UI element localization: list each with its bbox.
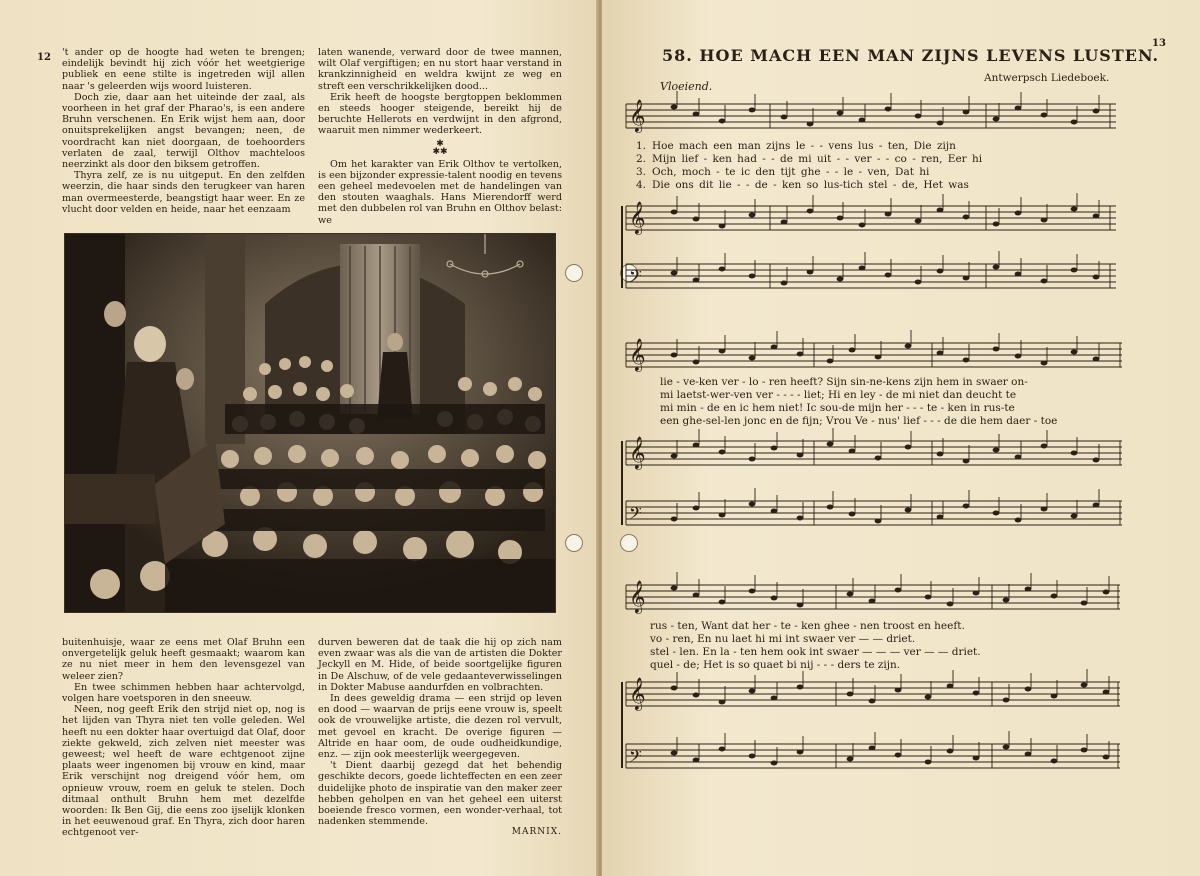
note-head bbox=[1071, 120, 1078, 125]
note-head bbox=[693, 593, 700, 598]
note-head bbox=[1003, 698, 1010, 703]
note-head bbox=[1015, 106, 1022, 111]
note-head bbox=[1071, 350, 1078, 355]
note-head bbox=[925, 760, 932, 765]
treble-clef-icon: 𝄞 bbox=[629, 677, 646, 710]
note-head bbox=[1015, 211, 1022, 216]
note-head bbox=[749, 754, 756, 759]
note-head bbox=[1015, 518, 1022, 523]
lyric-verse-2 bbox=[624, 153, 982, 166]
paragraph: Neen, nog geeft Erik den strijd niet op, nog is het lijden van Thyra niet ten volle geleden. Wel heeft nu een dokter haar overtuigd dat Olaf, door ziekte gekweld, zich zelven niet meester was geweest; wel heeft de ware echtgenoot zijne plaats weer ingenomen bij vrouw en kind, maar Erik verschijnt nog dreigend vóór hem, om opnieuw vrouw, roem en geluk te stelen. Doch ditmaal onthult Bruhn hem met dezelfde woorden: Ik Ben Gij, die eens zoo ijselijk klonken in het eeuwenoud graf. En Thyra, zich door haren echtgenoot ver- bbox=[62, 704, 305, 839]
note-head bbox=[963, 504, 970, 509]
note-head bbox=[719, 747, 726, 752]
note-head bbox=[895, 753, 902, 758]
note-head bbox=[1093, 109, 1100, 114]
note-head bbox=[885, 107, 892, 112]
article-column-1-top bbox=[62, 47, 305, 215]
section-divider-stars: ✱ ✱✱ bbox=[432, 138, 448, 157]
note-head bbox=[993, 347, 1000, 352]
note-head bbox=[837, 111, 844, 116]
note-head bbox=[771, 446, 778, 451]
note-head bbox=[781, 220, 788, 225]
paragraph: durven beweren dat de taak die hij op zich nam even zwaar was als die van de artisten die Dokter Jeckyll en M. Hide, of beide soortgelijke figuren in De Alschuw, of de vele gedaanteverwisselingen in Dokter Mabuse aandurfden en volbrachten. bbox=[318, 637, 562, 693]
note-head bbox=[1025, 587, 1032, 592]
paragraph: 't ander op de hoogte had weten te brengen; eindelijk bevindt hij zich vóór het weetgierige publiek en eene stilte is ingetreden wijl allen naar 's geleerden wijs woord luisteren. bbox=[62, 47, 305, 92]
note-head bbox=[1003, 598, 1010, 603]
note-head bbox=[719, 349, 726, 354]
bass-clef-icon: 𝄢 bbox=[629, 266, 642, 290]
note-head bbox=[719, 450, 726, 455]
verse-number: 1. bbox=[635, 140, 646, 152]
note-head bbox=[693, 217, 700, 222]
note-head bbox=[1103, 755, 1110, 760]
note-head bbox=[869, 699, 876, 704]
treble-clef-icon: 𝄞 bbox=[629, 338, 646, 371]
note-head bbox=[963, 358, 970, 363]
note-head bbox=[807, 209, 814, 214]
note-head bbox=[771, 345, 778, 350]
note-head bbox=[827, 442, 834, 447]
note-head bbox=[915, 280, 922, 285]
note-head bbox=[693, 693, 700, 698]
note-head bbox=[925, 695, 932, 700]
note-head bbox=[693, 112, 700, 117]
note-head bbox=[693, 278, 700, 283]
note-head bbox=[849, 449, 856, 454]
note-head bbox=[925, 595, 932, 600]
note-head bbox=[895, 688, 902, 693]
note-head bbox=[1041, 507, 1048, 512]
lyric-verse-3 bbox=[624, 166, 929, 179]
note-head bbox=[771, 509, 778, 514]
lyric-text: Die ons dit lie - - de - ken so lus-tich stel - de, Het was bbox=[652, 179, 969, 191]
note-head bbox=[1093, 458, 1100, 463]
lyric-line: vo - ren, En nu laet hi mi int swaer ver — — driet. bbox=[650, 633, 916, 645]
paragraph: laten wanende, verward door de twee mannen, wilt Olaf vergiftigen; en nu stort haar verstand in krankzinnigheid en weldra kwijnt ze weg en streft een verschrikkelijken dood... bbox=[318, 47, 562, 92]
note-head bbox=[1103, 590, 1110, 595]
note-head bbox=[1051, 759, 1058, 764]
note-head bbox=[849, 512, 856, 517]
note-head bbox=[1041, 361, 1048, 366]
lyric-verse-4 bbox=[624, 179, 969, 192]
note-head bbox=[869, 599, 876, 604]
paragraph: buitenhuisje, waar ze eens met Olaf Bruhn een onvergetelijk geluk heeft gesmaakt; waarom kan ze nu niet meer in hem den levensgezel van weleer zien? bbox=[62, 637, 305, 682]
article-column-2-bottom bbox=[318, 637, 562, 839]
note-head bbox=[749, 589, 756, 594]
treble-clef-icon: 𝄞 bbox=[629, 99, 646, 132]
paragraph: Erik heeft de hoogste bergtoppen beklommen en steeds hooger steigende, bereikt hij de beruchte Hellerots en verdwijnt in den afgrond, waaruit men nimmer wederkeert. bbox=[318, 91, 562, 137]
song-title: 58. HOE MACH EEN MAN ZIJNS LEVENS LUSTEN. bbox=[662, 46, 1160, 65]
note-head bbox=[719, 700, 726, 705]
note-head bbox=[797, 453, 804, 458]
note-head bbox=[771, 696, 778, 701]
lyric-line: quel - de; Het is so quaet bi nij - - - ders te zijn. bbox=[650, 659, 901, 671]
note-head bbox=[671, 686, 678, 691]
note-head bbox=[807, 122, 814, 127]
note-head bbox=[875, 456, 882, 461]
note-head bbox=[993, 265, 1000, 270]
note-head bbox=[963, 215, 970, 220]
note-head bbox=[827, 505, 834, 510]
paragraph: In dees geweldig drama — een strijd op leven en dood — waarvan de prijs eene vrouw is, speelt ook de vrouwelijke artiste, die dezen rol vervult, met gevoel en kracht. De overige figuren — Altride en haar oom, de oude oudheidkundige, enz. — zijn ook meesterlijk weergegeven. bbox=[318, 693, 562, 761]
article-column-1-bottom bbox=[62, 637, 305, 839]
note-head bbox=[1103, 690, 1110, 695]
note-head bbox=[771, 596, 778, 601]
lyric-verse-1 bbox=[624, 140, 956, 153]
note-head bbox=[1025, 687, 1032, 692]
note-head bbox=[1093, 214, 1100, 219]
note-head bbox=[797, 750, 804, 755]
note-head bbox=[847, 592, 854, 597]
lyric-line: lie - ve-ken ver - lo - ren heeft? Sijn sin-ne-kens zijn hem in swaer on- bbox=[660, 376, 1028, 388]
note-head bbox=[973, 756, 980, 761]
lyric-text: Hoe mach een man zijns le - - vens lus - ten, Die zijn bbox=[652, 140, 956, 152]
note-head bbox=[797, 516, 804, 521]
note-head bbox=[671, 454, 678, 459]
sheet-music bbox=[602, 0, 1200, 876]
note-head bbox=[781, 281, 788, 286]
note-head bbox=[1015, 354, 1022, 359]
lyric-text: Mijn lief - ken had - - de mi uit - - ver - - co - ren, Eer hi bbox=[652, 153, 983, 165]
note-head bbox=[1071, 451, 1078, 456]
note-head bbox=[905, 508, 912, 513]
note-head bbox=[993, 117, 1000, 122]
note-head bbox=[875, 519, 882, 524]
left-page bbox=[0, 0, 598, 876]
note-head bbox=[671, 271, 678, 276]
note-head bbox=[1041, 113, 1048, 118]
note-head bbox=[993, 222, 1000, 227]
note-head bbox=[915, 114, 922, 119]
note-head bbox=[749, 689, 756, 694]
note-head bbox=[693, 758, 700, 763]
note-head bbox=[973, 591, 980, 596]
note-head bbox=[1071, 268, 1078, 273]
note-head bbox=[1081, 601, 1088, 606]
note-head bbox=[937, 351, 944, 356]
note-head bbox=[885, 212, 892, 217]
note-head bbox=[797, 603, 804, 608]
paragraph: Doch zie, daar aan het uiteinde der zaal, als voorheen in het graf der Pharao's, is een andere Bruhn verschenen. En Erik wijst hem aan, door onuitsprekelijken angst bevangen; neen, de voordracht kan niet doorgaan, de toehoorders verlaten de zaal, terwijl Olthov machteloos neerzinkt als door den biksem getroffen. bbox=[62, 91, 305, 171]
note-head bbox=[937, 269, 944, 274]
note-head bbox=[671, 210, 678, 215]
tempo-marking: Vloeiend. bbox=[660, 80, 713, 93]
note-head bbox=[1081, 683, 1088, 688]
note-head bbox=[1093, 275, 1100, 280]
note-head bbox=[993, 448, 1000, 453]
note-head bbox=[915, 219, 922, 224]
note-head bbox=[749, 502, 756, 507]
lyric-line: een ghe-sel-len jonc en de fijn; Vrou Ve - nus' lief - - - de die hem daer - toe bbox=[660, 415, 1058, 427]
note-head bbox=[837, 277, 844, 282]
note-head bbox=[847, 757, 854, 762]
film-still-photo bbox=[64, 233, 556, 613]
article-column-2-top bbox=[318, 47, 562, 226]
note-head bbox=[671, 751, 678, 756]
note-head bbox=[837, 216, 844, 221]
note-head bbox=[963, 110, 970, 115]
note-head bbox=[1071, 207, 1078, 212]
note-head bbox=[1041, 279, 1048, 284]
note-head bbox=[937, 452, 944, 457]
note-head bbox=[1015, 272, 1022, 277]
note-head bbox=[947, 684, 954, 689]
lyric-line: mi min - de en ic hem niet! Ic sou-de mijn her - - - te - ken in rus-te bbox=[660, 402, 1015, 414]
note-head bbox=[671, 586, 678, 591]
bass-clef-icon: 𝄢 bbox=[629, 746, 642, 770]
audience-scene-illustration bbox=[65, 234, 555, 612]
paragraph: Om het karakter van Erik Olthov te vertolken, is een bijzonder expressie-talent noodig en tevens een geheel medevoelen met de handelingen van den stouten waaghals. Hans Mierendorff werd met den dubbelen rol van Bruhn en Olthov belast: we bbox=[318, 158, 562, 226]
lyric-line: stel - len. En la - ten hem ook int swaer — — — ver — — driet. bbox=[650, 646, 981, 658]
note-head bbox=[749, 457, 756, 462]
treble-clef-icon: 𝄞 bbox=[629, 201, 646, 234]
note-head bbox=[1051, 694, 1058, 699]
lyric-line: rus - ten, Want dat her - te - ken ghee - nen troost en heeft. bbox=[650, 620, 965, 632]
note-head bbox=[797, 685, 804, 690]
note-head bbox=[693, 443, 700, 448]
note-head bbox=[1015, 455, 1022, 460]
song-source: Antwerpsch Liedeboek. bbox=[984, 72, 1110, 84]
lyric-text: Och, moch - te ic den tijt ghe - - le - ven, Dat hi bbox=[652, 166, 930, 178]
note-head bbox=[905, 344, 912, 349]
note-head bbox=[859, 266, 866, 271]
verse-number: 2. bbox=[635, 153, 646, 165]
note-head bbox=[1003, 745, 1010, 750]
note-head bbox=[693, 360, 700, 365]
note-head bbox=[781, 115, 788, 120]
note-head bbox=[807, 270, 814, 275]
note-head bbox=[693, 506, 700, 511]
note-head bbox=[947, 602, 954, 607]
note-head bbox=[859, 118, 866, 123]
note-head bbox=[719, 513, 726, 518]
note-head bbox=[947, 749, 954, 754]
note-head bbox=[749, 274, 756, 279]
note-head bbox=[937, 121, 944, 126]
note-head bbox=[719, 224, 726, 229]
note-head bbox=[869, 746, 876, 751]
note-head bbox=[671, 105, 678, 110]
note-head bbox=[749, 356, 756, 361]
note-head bbox=[1051, 594, 1058, 599]
paragraph: En twee schimmen hebben haar achtervolgd, volgen hare voetsporen in den sneeuw. bbox=[62, 681, 305, 705]
note-head bbox=[847, 692, 854, 697]
note-head bbox=[875, 355, 882, 360]
paragraph: 't Dient daarbij gezegd dat het behendig geschikte decors, goede lichteffecten en een zeer duidelijke photo de inspiratie van den maker zeer hebben geholpen en van het geheel een uiterst boeiende fresco vormen, een wonder-verhaal, tot nadenken stemmende. bbox=[318, 760, 562, 828]
note-head bbox=[937, 208, 944, 213]
binding-hole bbox=[565, 264, 583, 282]
note-head bbox=[1041, 444, 1048, 449]
lyric-line: mi laetst-wer-ven ver - - - - liet; Hi en ley - de mi niet dan deucht te bbox=[660, 389, 1017, 401]
note-head bbox=[993, 511, 1000, 516]
note-head bbox=[849, 348, 856, 353]
note-head bbox=[771, 761, 778, 766]
note-head bbox=[963, 459, 970, 464]
note-head bbox=[859, 223, 866, 228]
note-head bbox=[827, 359, 834, 364]
note-head bbox=[719, 600, 726, 605]
note-head bbox=[1071, 514, 1078, 519]
note-head bbox=[749, 213, 756, 218]
note-head bbox=[1093, 357, 1100, 362]
note-head bbox=[1041, 218, 1048, 223]
verse-number: 3. bbox=[635, 166, 646, 178]
note-head bbox=[671, 517, 678, 522]
note-head bbox=[905, 445, 912, 450]
note-head bbox=[885, 273, 892, 278]
note-head bbox=[797, 352, 804, 357]
note-head bbox=[895, 588, 902, 593]
author-signature: MARNIX. bbox=[511, 827, 562, 838]
note-head bbox=[937, 515, 944, 520]
paragraph: Thyra zelf, ze is nu uitgeput. En den zelfden weerzin, die haar sinds den terugkeer van haren man overmeesterde, beangstigt haar weer. En ze vlucht door velden en heide, naar het eenzaam bbox=[62, 170, 305, 215]
note-head bbox=[749, 108, 756, 113]
note-head bbox=[719, 119, 726, 124]
note-head bbox=[671, 353, 678, 358]
note-head bbox=[1025, 752, 1032, 757]
page-number: 13 bbox=[1152, 38, 1166, 49]
note-head bbox=[973, 691, 980, 696]
page-number: 12 bbox=[37, 52, 51, 63]
note-head bbox=[1081, 748, 1088, 753]
note-head bbox=[719, 267, 726, 272]
note-head bbox=[963, 276, 970, 281]
note-head bbox=[1093, 503, 1100, 508]
treble-clef-icon: 𝄞 bbox=[629, 436, 646, 469]
verse-number: 4. bbox=[635, 179, 646, 191]
bass-clef-icon: 𝄢 bbox=[629, 503, 642, 527]
treble-clef-icon: 𝄞 bbox=[629, 580, 646, 613]
binding-hole bbox=[565, 534, 583, 552]
